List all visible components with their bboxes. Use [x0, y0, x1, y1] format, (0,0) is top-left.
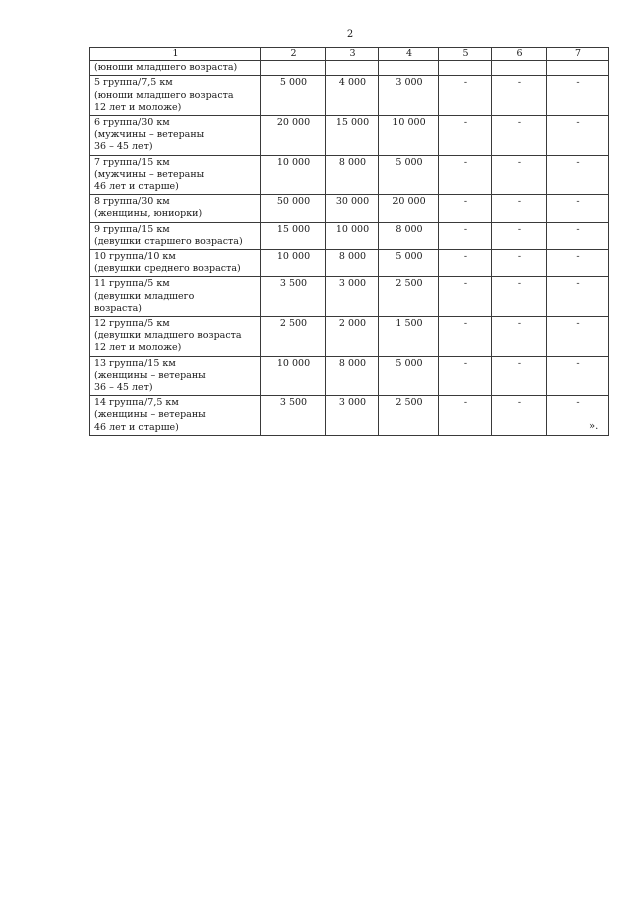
- prize-place-6-cell: -: [547, 76, 609, 116]
- table-cell: [439, 61, 492, 76]
- table-row: [90, 222, 609, 249]
- prize-place-4-cell: -: [439, 317, 492, 357]
- prize-place-1-cell: 3 500: [261, 277, 326, 317]
- table-cell: [326, 61, 379, 76]
- prize-place-3-cell: 2 500: [379, 396, 439, 436]
- prize-place-6-cell: -: [547, 116, 609, 156]
- group-name-cell: 11 группа/5 км (девушки младшего возраста): [90, 277, 261, 317]
- prize-place-3-cell: 20 000: [379, 195, 439, 222]
- prize-place-2-cell: 3 000: [326, 396, 379, 436]
- prize-place-3-cell: 1 500: [379, 317, 439, 357]
- prize-place-1-cell: 15 000: [261, 222, 326, 249]
- prize-place-5-cell: -: [492, 155, 547, 195]
- prize-place-4-cell: -: [439, 396, 492, 436]
- prize-place-5-cell: -: [492, 356, 547, 396]
- prize-place-1-cell: 10 000: [261, 356, 326, 396]
- prize-place-2-cell: 8 000: [326, 250, 379, 277]
- page-number: 2: [346, 29, 354, 40]
- prize-place-5-cell: -: [492, 76, 547, 116]
- prize-place-2-cell: 15 000: [326, 116, 379, 156]
- prize-place-5-cell: -: [492, 250, 547, 277]
- header-col-1: 1: [90, 48, 261, 61]
- table-row: [90, 317, 609, 357]
- table-cell: [261, 61, 326, 76]
- prize-place-2-cell: 8 000: [326, 155, 379, 195]
- prize-place-4-cell: -: [439, 155, 492, 195]
- group-name-cell: 10 группа/10 км (девушки среднего возраста): [90, 250, 261, 277]
- prize-place-4-cell: -: [439, 116, 492, 156]
- group-name-cell: 7 группа/15 км (мужчины – ветераны 46 лет и старше): [90, 155, 261, 195]
- prize-place-2-cell: 2 000: [326, 317, 379, 357]
- prize-place-6-cell: -: [547, 155, 609, 195]
- prize-place-4-cell: -: [439, 277, 492, 317]
- prize-place-2-cell: 3 000: [326, 277, 379, 317]
- prize-place-3-cell: 10 000: [379, 116, 439, 156]
- prize-place-3-cell: 2 500: [379, 277, 439, 317]
- table-row: [90, 76, 609, 116]
- prize-place-5-cell: -: [492, 396, 547, 436]
- table-cell: [379, 61, 439, 76]
- prize-place-1-cell: 2 500: [261, 317, 326, 357]
- prize-place-2-cell: 8 000: [326, 356, 379, 396]
- prize-place-6-cell: -: [547, 222, 609, 249]
- prize-place-3-cell: 5 000: [379, 356, 439, 396]
- prize-place-3-cell: 3 000: [379, 76, 439, 116]
- prize-place-4-cell: -: [439, 250, 492, 277]
- prize-place-1-cell: 50 000: [261, 195, 326, 222]
- header-col-3: 3: [326, 48, 379, 61]
- prize-place-1-cell: 3 500: [261, 396, 326, 436]
- table-row: [90, 396, 609, 436]
- prize-place-3-cell: 8 000: [379, 222, 439, 249]
- prize-place-1-cell: 5 000: [261, 76, 326, 116]
- prize-place-5-cell: -: [492, 317, 547, 357]
- table-body: [90, 61, 609, 436]
- prize-place-5-cell: -: [492, 277, 547, 317]
- prize-place-3-cell: 5 000: [379, 155, 439, 195]
- table-header-row: [90, 48, 609, 61]
- prize-place-4-cell: -: [439, 76, 492, 116]
- prize-place-5-cell: -: [492, 195, 547, 222]
- table-row: [90, 277, 609, 317]
- group-name-cell: 12 группа/5 км (девушки младшего возраста 12 лет и моложе): [90, 317, 261, 357]
- table-cell: [547, 61, 609, 76]
- group-name-cell: 13 группа/15 км (женщины – ветераны 36 – 45 лет): [90, 356, 261, 396]
- header-col-7: 7: [547, 48, 609, 61]
- prize-place-6-cell: -: [547, 277, 609, 317]
- group-name-cell: 8 группа/30 км (женщины, юниорки): [90, 195, 261, 222]
- prize-place-1-cell: 10 000: [261, 250, 326, 277]
- prize-place-6-cell: -: [547, 356, 609, 396]
- closing-quote-mark: ».: [589, 421, 599, 432]
- prize-place-6-cell: -: [547, 396, 609, 436]
- prize-place-4-cell: -: [439, 195, 492, 222]
- prize-place-5-cell: -: [492, 116, 547, 156]
- prize-place-1-cell: 20 000: [261, 116, 326, 156]
- prize-place-6-cell: -: [547, 195, 609, 222]
- prize-place-6-cell: -: [547, 250, 609, 277]
- header-col-6: 6: [492, 48, 547, 61]
- header-col-5: 5: [439, 48, 492, 61]
- table-row: [90, 195, 609, 222]
- group-name-cell: 9 группа/15 км (девушки старшего возраста): [90, 222, 261, 249]
- prize-place-3-cell: 5 000: [379, 250, 439, 277]
- group-name-cell: 5 группа/7,5 км (юноши младшего возраста 12 лет и моложе): [90, 76, 261, 116]
- table-row: [90, 155, 609, 195]
- prize-place-6-cell: -: [547, 317, 609, 357]
- header-col-4: 4: [379, 48, 439, 61]
- table-row: [90, 250, 609, 277]
- group-name-cell: 6 группа/30 км (мужчины – ветераны 36 – 45 лет): [90, 116, 261, 156]
- table-cell: [492, 61, 547, 76]
- prize-place-4-cell: -: [439, 222, 492, 249]
- header-col-2: 2: [261, 48, 326, 61]
- prize-place-2-cell: 30 000: [326, 195, 379, 222]
- prize-place-2-cell: 10 000: [326, 222, 379, 249]
- prize-table: [89, 47, 609, 436]
- table-row: [90, 356, 609, 396]
- continuation-text: (юноши младшего возраста): [90, 61, 261, 76]
- prize-place-5-cell: -: [492, 222, 547, 249]
- prize-place-1-cell: 10 000: [261, 155, 326, 195]
- group-name-cell: 14 группа/7,5 км (женщины – ветераны 46 лет и старше): [90, 396, 261, 436]
- prize-place-4-cell: -: [439, 356, 492, 396]
- continuation-row: [90, 61, 609, 76]
- table-row: [90, 116, 609, 156]
- prize-place-2-cell: 4 000: [326, 76, 379, 116]
